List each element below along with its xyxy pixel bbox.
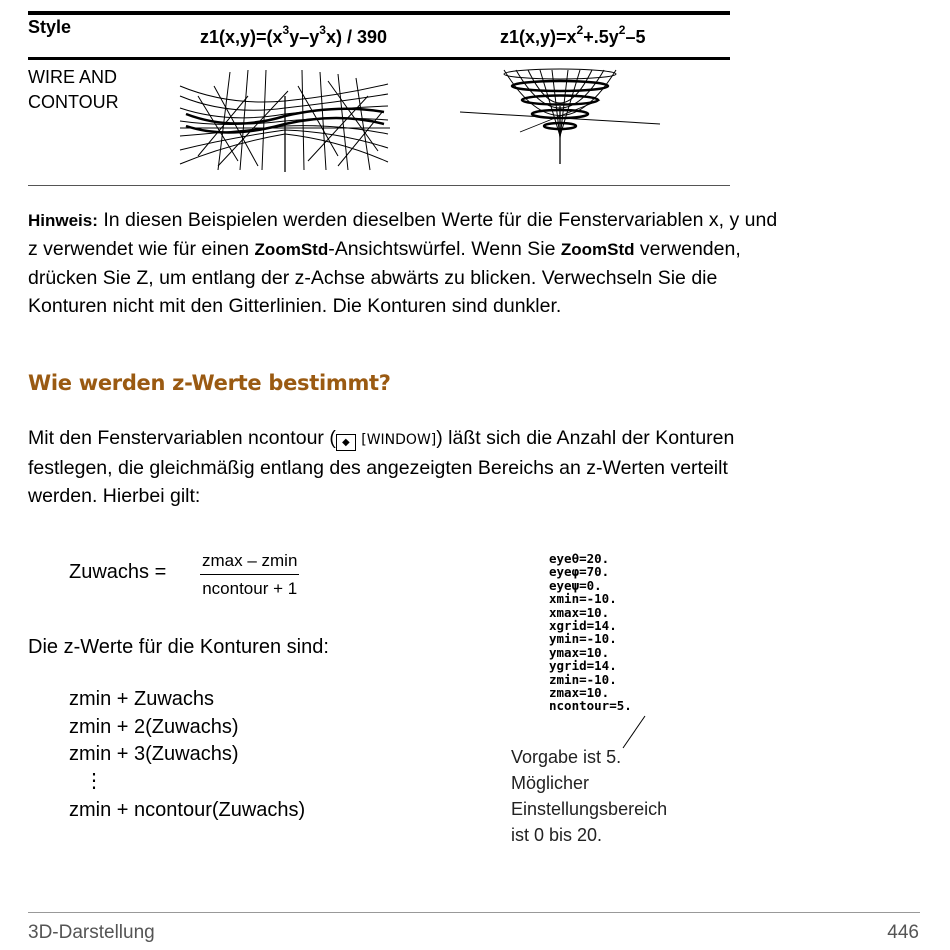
footer-rule bbox=[28, 912, 920, 913]
screen-line: zmax=10. bbox=[549, 685, 610, 701]
wireframe-saddle-graph bbox=[178, 66, 392, 174]
list-intro: Die z-Werte für die Konturen sind: bbox=[28, 636, 329, 658]
hint-paragraph: Hinweis: In diesen Beispielen werden dieselben Werte für die Fenstervariablen x, y und z verwendet wie für einen ZoomStd-Ansichtswürfel. Wenn Sie ZoomStd verwenden, drücken Sie Z, um entlang der z-Achse abwärts zu blicken. Verwechseln Sie die Konturen nicht mit den Gitterlinien. Die Konturen sind dunkler. bbox=[28, 209, 778, 317]
list-item: zmin + Zuwachs bbox=[69, 688, 215, 710]
screen-line: eyeθ=20. bbox=[549, 551, 610, 566]
table-header-style: Style bbox=[28, 17, 72, 37]
formula-numerator: zmax – zmin bbox=[202, 551, 298, 570]
window-key-label: [WINDOW] bbox=[361, 432, 437, 448]
screen-line: eyeψ=0. bbox=[549, 577, 602, 593]
footer-page-number: 446 bbox=[887, 922, 919, 943]
screen-line: ymax=10. bbox=[549, 644, 610, 660]
table-top-rule bbox=[28, 11, 730, 15]
intro-paragraph: Mit den Fenstervariablen ncontour ( ◆ [WINDOW]) läßt sich die Anzahl der Konturen festlegen, die gleichmäßig entlang des angezeigten Bereichs an z-Werten verteilt werden. Hierbei gilt: bbox=[28, 427, 735, 507]
wireframe-paraboloid-graph bbox=[460, 66, 662, 166]
formula-denominator: ncontour + 1 bbox=[202, 579, 298, 598]
screen-line: ygrid=14. bbox=[549, 658, 617, 674]
table-header-function-2: $z1(x,y)=x^2+.5y^2-5$ bbox=[500, 23, 646, 47]
screen-line: ymin=-10. bbox=[549, 631, 617, 647]
screen-line: eyeφ=70. bbox=[549, 564, 610, 580]
formula-lhs: Zuwachs = bbox=[69, 561, 167, 583]
table-bottom-rule bbox=[28, 185, 730, 186]
calculator-window-screen bbox=[549, 552, 632, 713]
screen-line: xgrid=14. bbox=[549, 618, 617, 634]
section-heading: Wie werden z-Werte bestimmt? bbox=[28, 371, 391, 395]
formula-fraction bbox=[200, 551, 299, 599]
table-header-function-1: $z1(x,y)=(x^3y-y^3x) / 390$ bbox=[200, 23, 388, 47]
table-header-rule bbox=[28, 57, 730, 60]
footer-section-title: 3D-Darstellung bbox=[28, 922, 155, 943]
list-ellipsis: ⋮ bbox=[84, 770, 104, 792]
annotation-text: Vorgabe ist 5. Möglicher Einstellungsbereich ist 0 bis 20. bbox=[511, 747, 668, 845]
screen-line: xmin=-10. bbox=[549, 591, 617, 607]
list-item: zmin + 2(Zuwachs) bbox=[69, 716, 239, 738]
screen-line: ncontour=5. bbox=[549, 698, 632, 714]
fraction-bar bbox=[200, 574, 299, 575]
table-cell-style: WIRE AND CONTOUR bbox=[28, 67, 119, 112]
list-item: zmin + ncontour(Zuwachs) bbox=[69, 799, 306, 821]
list-item: zmin + 3(Zuwachs) bbox=[69, 743, 239, 765]
screen-line: zmin=-10. bbox=[549, 671, 617, 687]
screen-line: xmax=10. bbox=[549, 604, 610, 620]
diamond-key-icon: ◆ bbox=[336, 434, 356, 451]
